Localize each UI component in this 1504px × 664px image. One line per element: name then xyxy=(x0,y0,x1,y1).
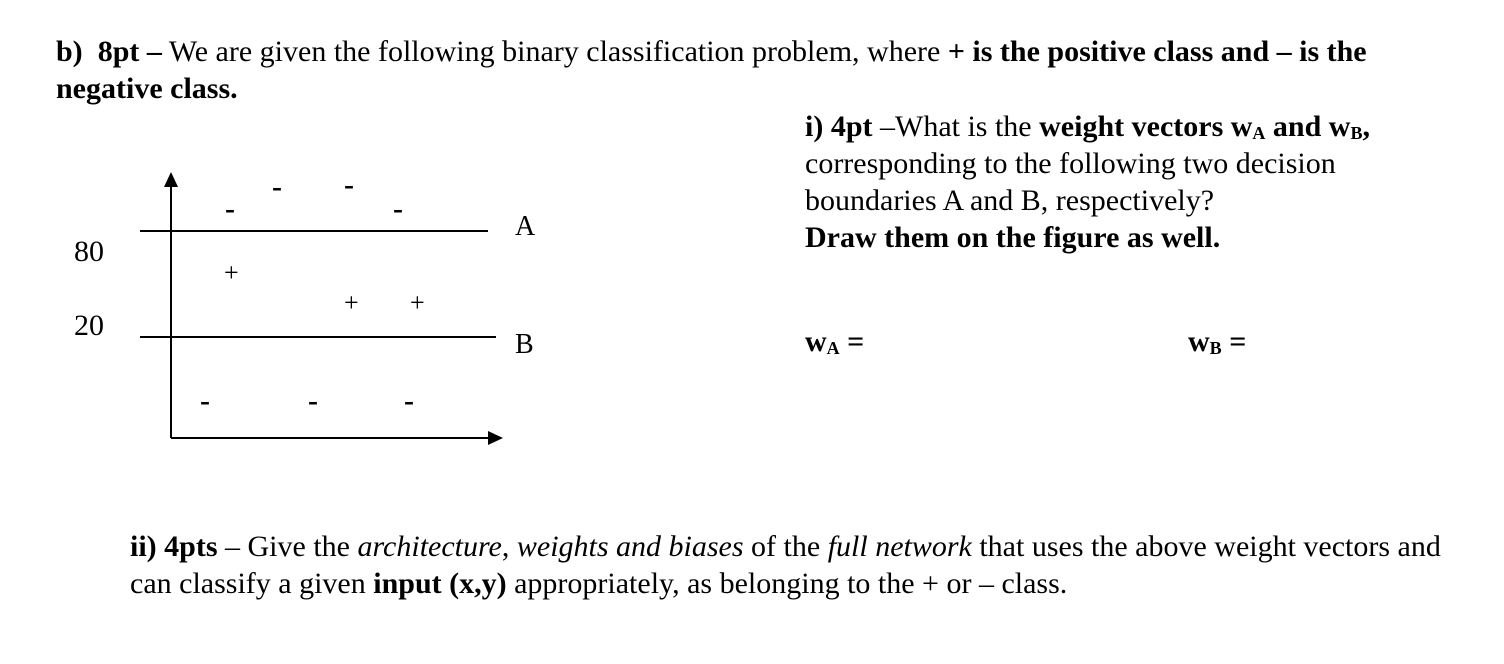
q1-label: i) 4pt xyxy=(805,110,873,143)
wb-eq: = xyxy=(1221,325,1247,358)
q2-t5: appropriately, as belonging to the + or – class. xyxy=(506,567,1068,600)
wa-sub: A xyxy=(826,338,840,358)
negative-point: - xyxy=(272,170,282,203)
q1-text2: corresponding to the following two decision boundaries A and B, respectively? xyxy=(805,147,1336,217)
part-b-label: b) xyxy=(56,35,83,68)
negative-point: - xyxy=(308,384,318,417)
positive-point: + xyxy=(344,288,359,317)
y-axis-arrow-icon xyxy=(164,172,178,187)
q1-sub-b: B xyxy=(1350,123,1363,143)
q1-bold2: and w xyxy=(1265,110,1351,143)
q2-t3: of the xyxy=(743,530,828,563)
q2-t2: , xyxy=(501,530,517,563)
boundary-b-label: B xyxy=(515,329,534,360)
q1-sub-a: A xyxy=(1252,123,1266,143)
negative-point: - xyxy=(393,192,403,225)
wb-sub: B xyxy=(1209,338,1222,358)
y-tick-20: 20 xyxy=(74,309,104,342)
q1-text1: –What is the xyxy=(872,110,1040,143)
boundary-a-label: A xyxy=(515,211,536,242)
q2-weights: weights and biases xyxy=(516,530,744,563)
part-b-text: We are given the following binary classification problem, where xyxy=(161,35,948,68)
x-axis-arrow-icon xyxy=(488,431,503,445)
q1-instruction: Draw them on the figure as well. xyxy=(805,221,1221,254)
q2-full-network: full network xyxy=(827,530,972,563)
q2-input: input (x,y) xyxy=(373,567,507,600)
negative-point: - xyxy=(200,384,210,417)
q2-t4: that uses the above weight vectors and can classify a given xyxy=(130,530,1441,600)
q1-bold1: weight vectors w xyxy=(1039,110,1253,143)
negative-point: - xyxy=(225,192,235,225)
part-b-bold-tail: + is the positive class and – is the negative class. xyxy=(56,35,1367,105)
negative-point: - xyxy=(404,384,414,417)
wb-label: w xyxy=(1188,325,1210,358)
wa-eq: = xyxy=(839,325,865,358)
positive-point: + xyxy=(410,288,425,317)
q2-t1: – Give the xyxy=(217,530,358,563)
q2-architecture: architecture xyxy=(357,530,502,563)
q1-bold3: , xyxy=(1362,110,1370,143)
q2-label: ii) 4pts xyxy=(130,530,218,563)
part-b-points: 8pt – xyxy=(97,35,162,68)
positive-point: + xyxy=(224,258,239,287)
negative-point: - xyxy=(344,168,354,201)
wa-label: w xyxy=(805,325,827,358)
y-tick-80: 80 xyxy=(74,235,104,268)
